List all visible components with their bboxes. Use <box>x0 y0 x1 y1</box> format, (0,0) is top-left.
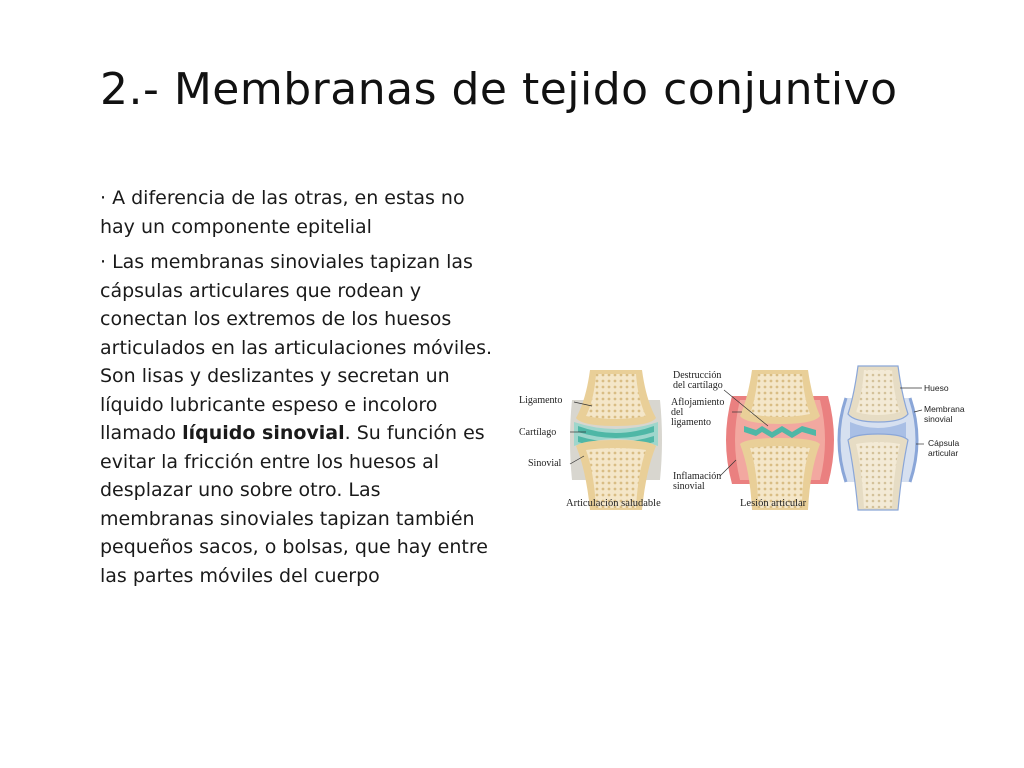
caption-healthy: Articulación saludable <box>566 498 661 509</box>
label-aflojamiento-2: del <box>671 407 684 418</box>
label-cartilago: Cartílago <box>519 427 557 438</box>
label-aflojamiento-1: Aflojamiento <box>671 397 725 408</box>
label-sinovial: Sinovial <box>528 458 562 469</box>
label-ligamento: Ligamento <box>519 395 563 406</box>
caption-injured: Lesión articular <box>740 498 807 509</box>
label-membrana-2: sinovial <box>924 414 953 424</box>
slide-title: 2.- Membranas de tejido conjuntivo <box>100 64 898 115</box>
label-inflamacion-2: sinovial <box>673 481 705 492</box>
bullet-2 <box>100 248 496 590</box>
label-capsula-2: articular <box>928 448 959 458</box>
body-text <box>100 184 496 597</box>
label-destruccion-2: del cartílago <box>673 380 723 391</box>
bullet-2-bold-term: líquido sinovial <box>182 422 345 444</box>
label-destruccion-1: Destrucción <box>673 370 722 381</box>
label-inflamacion-1: Inflamación <box>673 471 722 482</box>
label-capsula-1: Cápsula <box>928 438 960 448</box>
bullet-1: · A diferencia de las otras, en estas no hay un componente epitelial <box>100 187 465 238</box>
label-aflojamiento-3: ligamento <box>671 417 711 428</box>
injured-joint <box>671 370 834 510</box>
joint-illustration-svg <box>510 360 980 520</box>
label-membrana-1: Membrana <box>924 404 965 414</box>
label-hueso: Hueso <box>924 383 949 393</box>
injured-upper-bone-spongy <box>750 374 810 417</box>
bullet-2-text-start: · Las membranas sinoviales tapizan las cápsulas articulares que rodean y conectan los extremos de los huesos articulados en las articulaciones móviles. Son lisas y deslizantes y secretan un líquido lubricante espeso e incoloro llamado <box>100 251 493 444</box>
healthy-joint <box>519 370 662 510</box>
bullet-2-text-end: . Su función es evitar la fricción entre los huesos al desplazar uno sobre otro. Las membranas sinoviales tapizan también pequeños sacos, o bolsas, que hay entre las partes móviles del cuerpo <box>100 422 488 587</box>
anatomy-joint <box>839 366 965 510</box>
joint-illustration <box>510 360 980 520</box>
